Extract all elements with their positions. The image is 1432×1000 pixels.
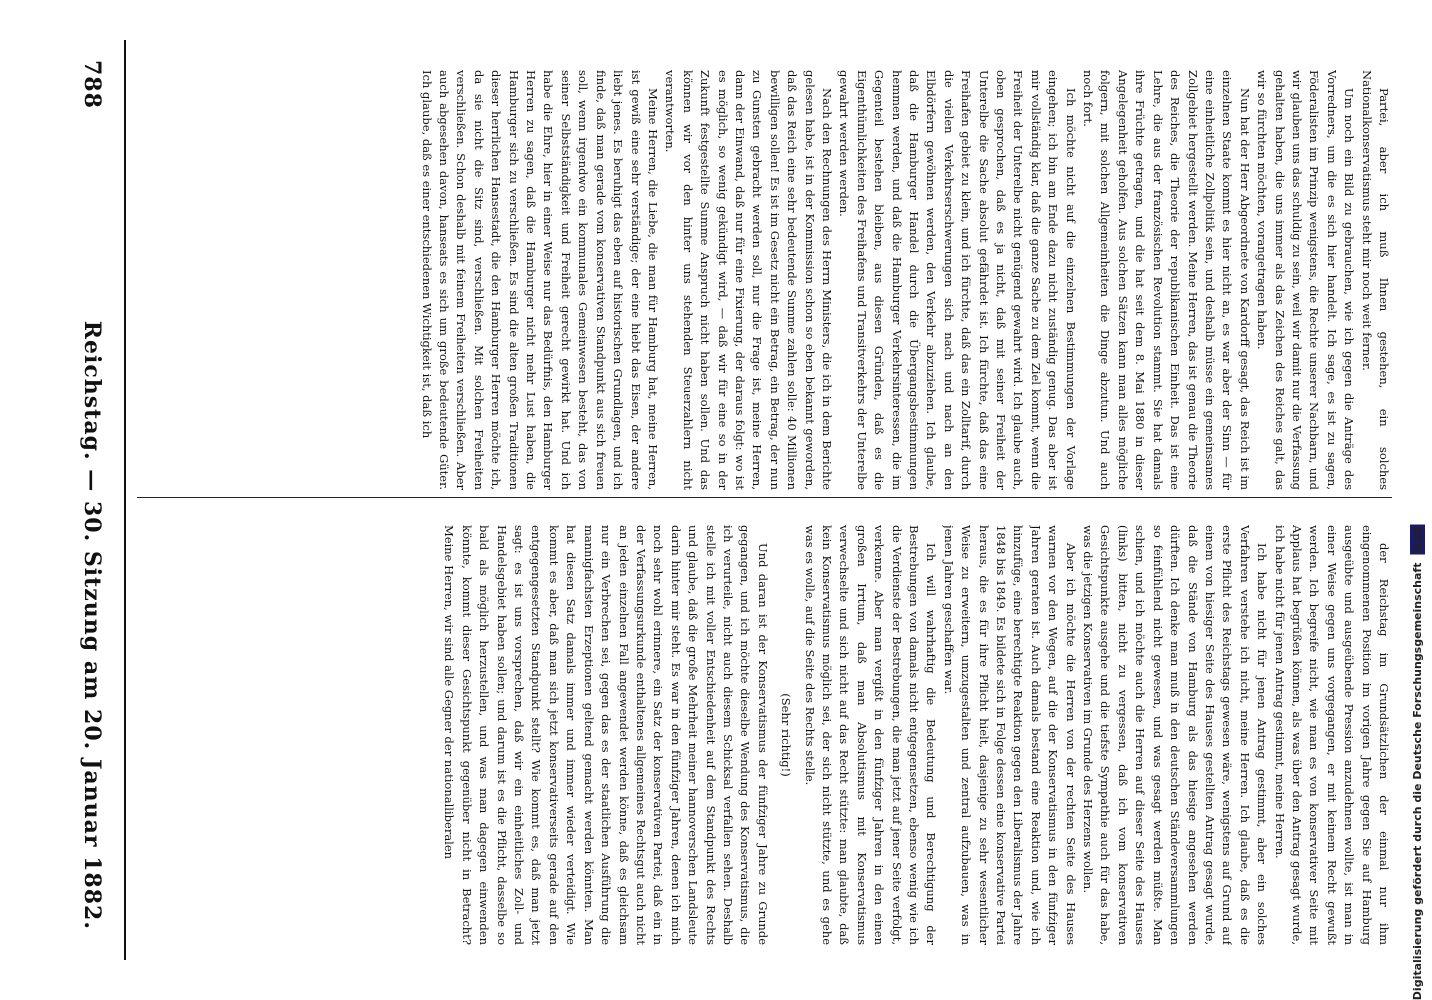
paragraph: Und daran ist der Konservatismus der fünfziger Jahre zu Grunde gegangen, und ich möchte dieselbe Wendung des Konservatismus, die ich verurteile, nicht auch diesem Schicksal verfallen sehen. Deshalb stelle ich mit voller Entschiedenheit auf dem Standpunkt des Rechts und glaube, daß die große Mehrheit meiner hannoverschen Landsleute darin hinter mir steht. Es war in den fünfziger Jahren, denen ich mich noch sehr wohl erinnere, ein Satz der konservativen Partei, daß ein in der Verfassungsurkunde enthaltenes allgemeines Rechtsgut auch nicht an jeden einzelnen Fall angewendet werden könne, daß es gleichsam nur ein Verbrechen sei, gegen das es der staatlichen Ausführung die mannigfachsten Erzeptionen geltend gemacht werden könnten. Man hat diesen Satz damals immer und immer wieder verteidigt. Wie kommt es aber, daß man sich jetzt konservativerseits gerade auf den entgegengesetzten Standpunkt stellt? Wie kommt es, daß man jetzt sagt: es ist uns vorsprechen, daß wir ein einheitliches Zoll- und Handelsgebiet haben sollen; und darum ist es die Pflicht, dasselbe so bald als möglich herzustellen, und was man dagegen einwenden könnte, kommt dieser Gesichtspunkt gegenüber nicht in Betracht? Meine Herren, wir sind alle Gegner der nationalliberalen [442,525,770,945]
digitization-note: Digitalisierung gefördert durch die Deutsche Forschungsgemeinschaft [1410,562,1424,1000]
page-header [72,60,112,930]
paragraph: Nun hat der Herr Abgeordnete von Kardorff gesagt, das Reich ist im einzelnen Staate kommt es hier nicht an, es war aber der Sinn — für eine einheitliche Zollpolitik sein, und deshalb müsse ein gemeinsames Zollgebiet hergestellt werden. Meine Herren, das ist genau die Theorie des Reiches, die Theorie der republikanischen Einheit. Das ist eine Lehre, die aus der französischen Revolution stammt. Sie hat damals ihre Früchte getragen, und die hat seit dem 8. Mai 1880 in dieser Angelegenheit geholfen. Aus solchen Sätzen kann man alles mögliche folgern, mit solchen Allgemeinheiten die Dinge abzutun. Und auch noch fort. [1081,70,1252,490]
paragraph: Ich habe nicht für jenen Antrag gestimmt, aber ein solches Verfahren verstehe ich nicht, meine Herren. Ich glaube, daß es die erste Pflicht des Reichstags gewesen wäre, wenigstens auf Grund auf einem von hiesiger Seite des Hauses gestellten Antrag gesagt wurde, daß die Stände von Hamburg als das hiesige angesehen werden dürften. Ich denke man muß in den deutschen Ständeversammlungen so feinfühlend nicht gewesen, und was gesagt werden müßte. Man schien, und ich möchte auch die Herren auf dieser Seite des Hauses (links) bitten, nicht zu vergessen, daß ich vom konservativen Gesichtspunkte ausgehe und die tiefste Sympathie auch für das habe, was die jetzigen Konservativen im Grunde des Herzens wollen. [1081,525,1270,945]
paragraph: Aber ich möchte die Herren von der rechten Seite des Hauses warnen vor den Wegen, auf die der Konservatismus in den fünfziger Jahren geraten ist. Auch damals bestand eine Reaktion und, wie ich hinzufüge, eine berechtigte Reaktion gegen den Liberalismus der Jahre 1848 bis 1849. Es bildete sich in Folge dessen eine konservative Partei heraus, die es für ihre Pflicht hielt, dasjenige zu sehr wesentlicher Weise zu erweitern, umzugestalten und zentral aufzubauen, was in jenen Jahren geschaffen war. [941,525,1078,945]
paragraph: der Reichstag im Grundsätzlichen der einmal nur ihm eingenommenen Position im vorigen Jahre gegen Sie auf Hamburg ausgeübte und ausgeübende Pression anzudehnen wollte, ist man in einer Weise gegen uns vorgegangen, er mit keinem Recht gewußt werden. Ich begreife nicht, wie man es von konservativer Seite mit Applaus hat begrüßen können, als was über den Antrag gesagt wurde, ich habe nicht für jenen Antrag gestimmt, meine Herren. [1272,525,1391,945]
column-left [137,525,1392,945]
paragraph: Nach den Rechnungen des Herrn Ministers, die ich in dem Berichte gelesen habe, ist in der Kommission schon so eben bekannt geworden, daß das Reich eine sehr bedeutende Summe zahlen solle: 40 Millionen bewilligen sollen! Es ist im Gesetz nicht ein Betrag, ein Betrag, der nun zu Gunsten gebracht werden soll, nur die Frage ist, meine Herren, dann der Einwand, daß nur für eine Fixierung, der daraus folgt: wo ist es möglich, so wenig gekündigt wird, — daß wir für eine so in der Zukunft festgestellte Summe Anspruch nicht haben sollen. Und das können wir vor den hinter uns stehenden Steuerzahlern nicht verantworten. [663,70,834,490]
header-rule [124,40,126,960]
paragraph: Partei, aber ich muß Ihnen gestehen, ein solches Nationalkonservatismus steht mir noch weit ferner. [1359,70,1391,490]
digitization-footer [1403,526,1431,1000]
column-divider [137,497,1392,498]
paragraph: Meine Herren, die Liebe, die man für Hamburg hat, meine Herren, ist gewiß eine sehr verständige; der eine hiebt das Eisen, der andere liebt jenes. Es beruhigt das eben auf historischen Grundlagen, und ich finde, daß man gerade vom konservativen Standpunkt aus sich freuen soll, wenn irgendwo ein kommunales Gemeinwesen besteht, das von seiner Selbstständigkeit und Freiheit gerecht gewirkt hat. Und ich habe die Ehre, hier in einer Weise nur das Bedürfnis, den Hamburger Herren zu sagen, daß die Hamburger nicht mehr Lust haben, die Hamburger sich zu verschließen. Es sind die alten großen Traditionen dieser herrlichen Hansestadt, die den Hamburger Herren möchte ich, da sie nicht die Sitz sind, verschließen. Mit solchen Freiheiten verschließen. Schon deshalb mit feinem Freiheiten verschließen. Aber auch abgesehen davon, hanseats es sich um große bedeutende Güter. Ich glaube, daß es einer entschiedenen Wichtigkeit ist, daß ich [419,70,660,490]
dfg-logo-icon: DFG [1410,526,1424,553]
column-right [137,70,1392,490]
page-number: 788 [79,60,105,109]
paragraph: Um noch ein Bild zu gebrauchen, wie ich gegen die Anträge des Vorredners, um die es sich hier handelt. Ich sage, es ist zu sagen, Föderalisten im Prinzip wenigstens, die Rechte unserer Nachbarn, und wir glauben uns das schuldig zu sein, weil wir damit nur die Verfassung gehalten haben, die uns immer als das Zeichen des Reiches galt, das wir so fürchten möchten, vorangetragen haben. [1255,70,1357,490]
interjection: (Sehr richtig!) [779,693,794,777]
paragraph: Ich will wahrhaftig die Bedeutung und Berechtigung der Bestrebungen von damals nicht entgegensetzen, ebenso wenig wie ich die Verdienste der Bestrebungen, die man jetzt auf jener Seite verfolgt, verkenne. Aber man vergißt in den fünfziger Jahren in den einen großen Irrtum, daß man Absolutismus mit Konservatismus verwechselte und sich nicht auf das Recht stützte: man glaubte, daß kein Konservatismus möglich sei, der sich nicht stützte, und es gehe was es wolle, auf die Seite des Rechts stelle. [802,525,939,945]
paragraph: Ich möchte nicht auf die einzelnen Bestimmungen der Vorlage eingehen; ich bin am Ende dazu nicht zuständig genug. Das aber ist mir vollständig klar, daß die ganze Sache zu dem Ziel kommt, wenn die Freiheit der Unterelbe nicht genügend gewahrt wird. Ich glaube auch, oben gesprochen, daß es ja nicht, daß mit seiner Freiheit der Unterelbe die Sache absolut gefährdet ist. Ich fürchte, daß das eine Freihafen gebiet zu klein, und ich fürchte, daß das ein Zolltarif, durch die vielen Verkehrserschwerungen sich nach und nach an den Elbdörfern gewöhnen werden, den Verkehr abzuziehen. Ich glaube, daß die Hamburger Handel durch die Übergangsbestimmungen hemmen werden, und daß die Hamburger Verkehrsinteressen, die im Gegenteil bestehen bleiben, aus diesen Gründen, daß es die Eigenthümlichkeiten des Freihafens und Transitverkehrs der Unterelbe gewahrt werden werden. [837,70,1078,490]
running-title: Reichstag. — 30. Sitzung am 20. Januar 1882. [79,320,105,930]
